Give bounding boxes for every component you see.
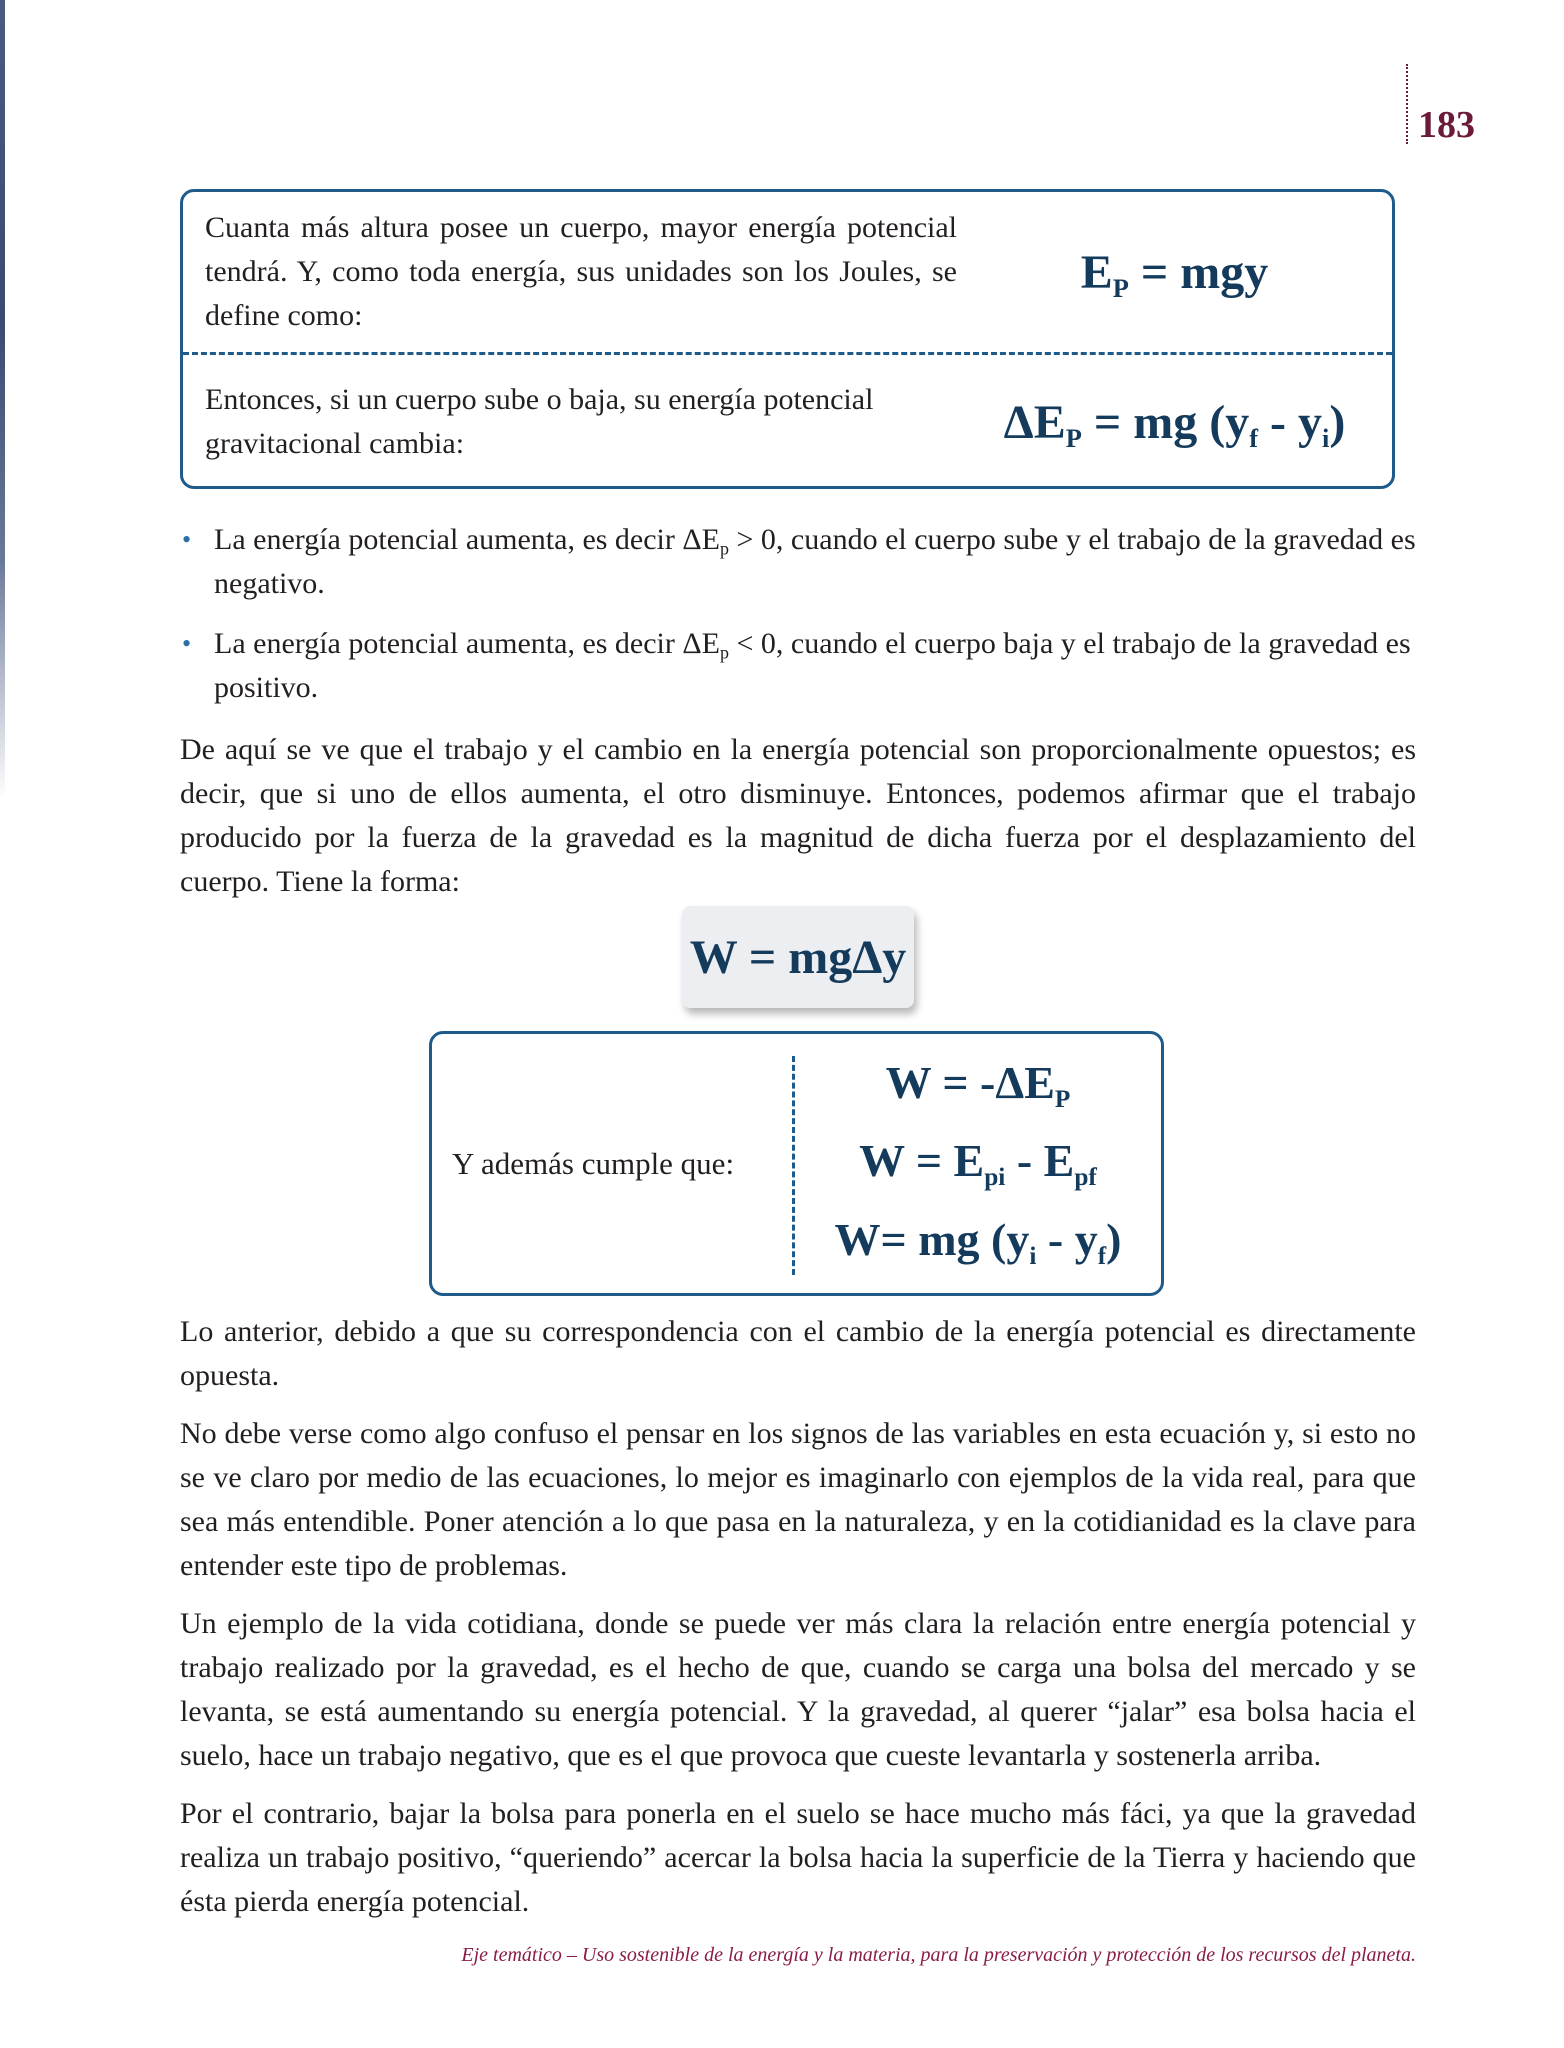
- paragraph-contrary: Por el contrario, bajar la bolsa para ponerla en el suelo se hace mucho más fáci, ya que la gravedad realiza un trabajo positivo, “queriendo” acercar la bolsa hacia la superficie de la Tierra y haciendo que ésta pierda energía potencial.: [180, 1797, 1416, 1918]
- relations-formulas: [795, 1034, 1161, 1293]
- bullet-dot-icon: •: [182, 629, 192, 658]
- page-number: 183: [1418, 104, 1475, 146]
- work-delta-ep-formula: [885, 1057, 1071, 1113]
- change-text: Entonces, si un cuerpo sube o baja, su energía potencial gravitacional cambia:: [205, 383, 874, 460]
- book-binding-edge: [0, 0, 5, 800]
- formula-part: W = -ΔE: [885, 1057, 1055, 1109]
- potential-energy-definition-box: [180, 189, 1395, 489]
- bullet-subscript: p: [720, 642, 730, 663]
- formula-subscript: f: [1249, 422, 1259, 453]
- formula-part: W= mg (y: [834, 1213, 1030, 1265]
- paragraph-proportional: De aquí se ve que el trabajo y el cambio en la energía potencial son proporcionalmente opuestos; es decir, que si uno de ellos aumenta, el otro disminuye. Entonces, podemos afirmar que el trabajo producido por la fuerza de la gravedad es la magnitud de dicha fuerza por el desplazamiento del cuerpo. Tiene la forma:: [180, 733, 1416, 898]
- formula-part: ): [1106, 1213, 1122, 1265]
- bullet-text: < 0, cuando el cuerpo baja y el trabajo de la gravedad es positivo.: [214, 627, 1411, 704]
- bullet-item: [180, 622, 1416, 710]
- formula-part: E: [1080, 245, 1113, 299]
- bullet-subscript: p: [720, 538, 730, 559]
- formula-subscript: P: [1112, 272, 1129, 303]
- definition-row: [183, 192, 1392, 352]
- bullet-item: [180, 518, 1416, 606]
- formula-subscript: P: [1054, 1085, 1071, 1113]
- formula-part: - E: [1005, 1135, 1075, 1187]
- work-relations-box: [429, 1031, 1164, 1296]
- formula-part: - y: [1258, 395, 1322, 449]
- bullet-list: [180, 518, 1416, 726]
- bullet-text: La energía potencial aumenta, es decir ΔE: [214, 627, 721, 660]
- paragraph-opposite: Lo anterior, debido a que su correspondencia con el cambio de la energía potencial es directamente opuesta.: [180, 1315, 1416, 1392]
- work-ep-difference-formula: [859, 1135, 1097, 1192]
- formula-part: ΔE: [1003, 395, 1066, 449]
- delta-potential-energy-formula: [957, 395, 1392, 453]
- formula-part: ): [1329, 395, 1346, 449]
- formula-part: = mg (y: [1081, 395, 1250, 449]
- change-row: [183, 355, 1392, 489]
- formula-subscript: i: [1029, 1241, 1037, 1270]
- formula-subscript: pi: [984, 1163, 1006, 1192]
- footer-thematic-axis: Eje temático – Uso sostenible de la energía y la materia, para la preservación y protección de los recursos del planeta.: [461, 1944, 1416, 1966]
- relations-label-text: Y además cumple que:: [452, 1145, 735, 1181]
- work-height-formula: [834, 1213, 1122, 1270]
- potential-energy-formula: [957, 245, 1392, 303]
- formula-part: - y: [1036, 1213, 1098, 1265]
- bullet-text: > 0, cuando el cuerpo sube y el trabajo de la gravedad es negativo.: [214, 523, 1416, 600]
- bullet-text: La energía potencial aumenta, es decir ΔE: [214, 523, 721, 556]
- formula-subscript: f: [1097, 1241, 1107, 1270]
- paragraph-signs: No debe verse como algo confuso el pensar en los signos de las variables en esta ecuación y, si esto no se ve claro por medio de las ecuaciones, lo mejor es imaginarlo con ejemplos de la vida real, para que sea más entendible. Poner atención a lo que pasa en la naturaleza, y en la cotidianidad es la clave para entender este tipo de problemas.: [180, 1417, 1416, 1582]
- formula-subscript: i: [1322, 422, 1330, 453]
- work-formula-box: W = mgΔy: [682, 906, 914, 1008]
- definition-text: Cuanta más altura posee un cuerpo, mayor energía potencial tendrá. Y, como toda energía, sus unidades son los Joules, se define como:: [205, 211, 957, 332]
- formula-part: W = E: [859, 1135, 985, 1187]
- bullet-dot-icon: •: [182, 525, 192, 554]
- formula-subscript: P: [1065, 422, 1082, 453]
- page-number-dotted-rule: [1406, 64, 1408, 144]
- formula-part: = mgy: [1128, 245, 1269, 299]
- formula-subscript: pf: [1074, 1163, 1097, 1192]
- paragraph-example: Un ejemplo de la vida cotidiana, donde se puede ver más clara la relación entre energía potencial y trabajo realizado por la gravedad, es el hecho de que, cuando se carga una bolsa del mercado y se levanta, se está aumentando su energía potencial. Y la gravedad, al querer “jalar” esa bolsa hacia el suelo, hace un trabajo negativo, que es el que provoca que cueste levantarla y sostenerla arriba.: [180, 1607, 1416, 1772]
